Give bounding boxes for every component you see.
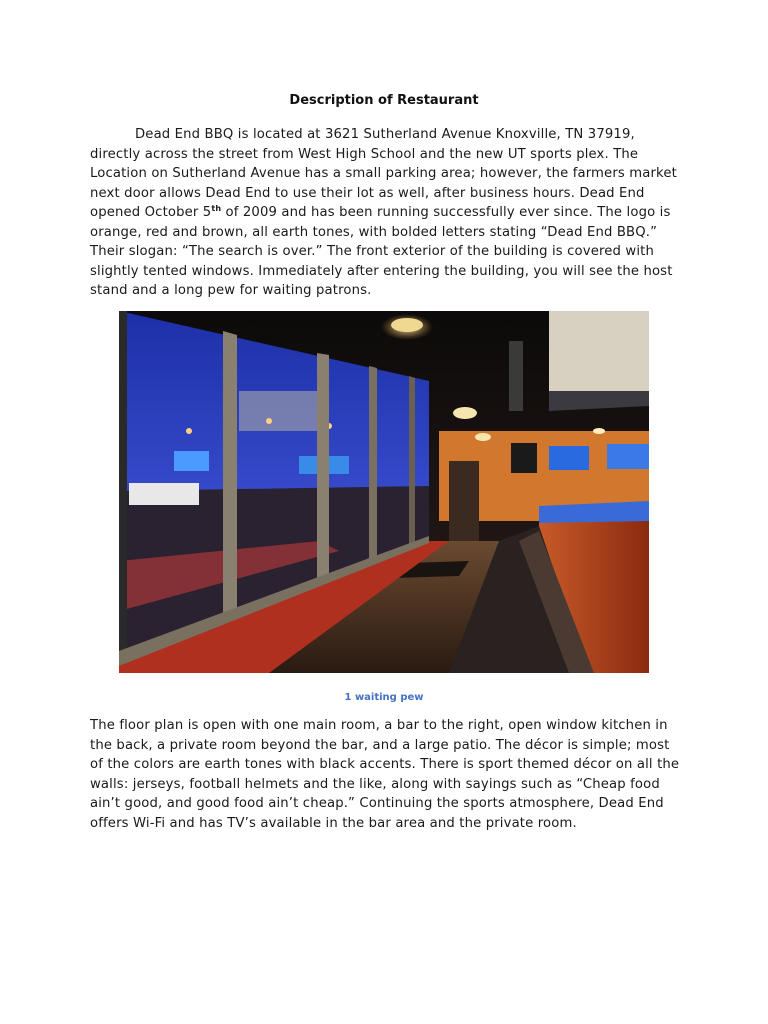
restaurant-interior-photo <box>119 311 649 673</box>
paragraph-location <box>90 125 680 301</box>
paragraph-location-text-cont: of 2009 and has been running successfully ever since. The logo is orange, red and brown, all earth tones, with bolded letters stating “Dead End BBQ.” Their slogan: “The search is over.” The front exterior of the building is covered with slightly tented windows. Immediately after entering the building, you will see the host stand and a long pew for waiting patrons. <box>90 205 673 298</box>
page-title: Description of Restaurant <box>289 93 479 108</box>
paragraph-location-text: Dead End BBQ is located at 3621 Sutherland Avenue Knoxville, TN 37919, directly across the street from West High School and the new UT sports plex. The Location on Sutherland Avenue has a small parking area; however, the farmers market next door allows Dead End to use their lot as well, after business hours. Dead End opened October 5 <box>90 127 677 220</box>
paragraph-floor-plan: The floor plan is open with one main room, a bar to the right, open window kitchen in the back, a private room beyond the bar, and a large patio. The décor is simple; most of the colors are earth tones with black accents. There is sport themed décor on all the walls: jerseys, football helmets and the like, along with sayings such as “Cheap food ain’t good, and good food ain’t cheap.” Continuing the sports atmosphere, Dead End offers Wi-Fi and has TV’s available in the bar area and the private room. <box>90 718 680 831</box>
figure-caption: 1 waiting pew <box>344 692 424 703</box>
ordinal-suffix: th <box>211 204 222 213</box>
